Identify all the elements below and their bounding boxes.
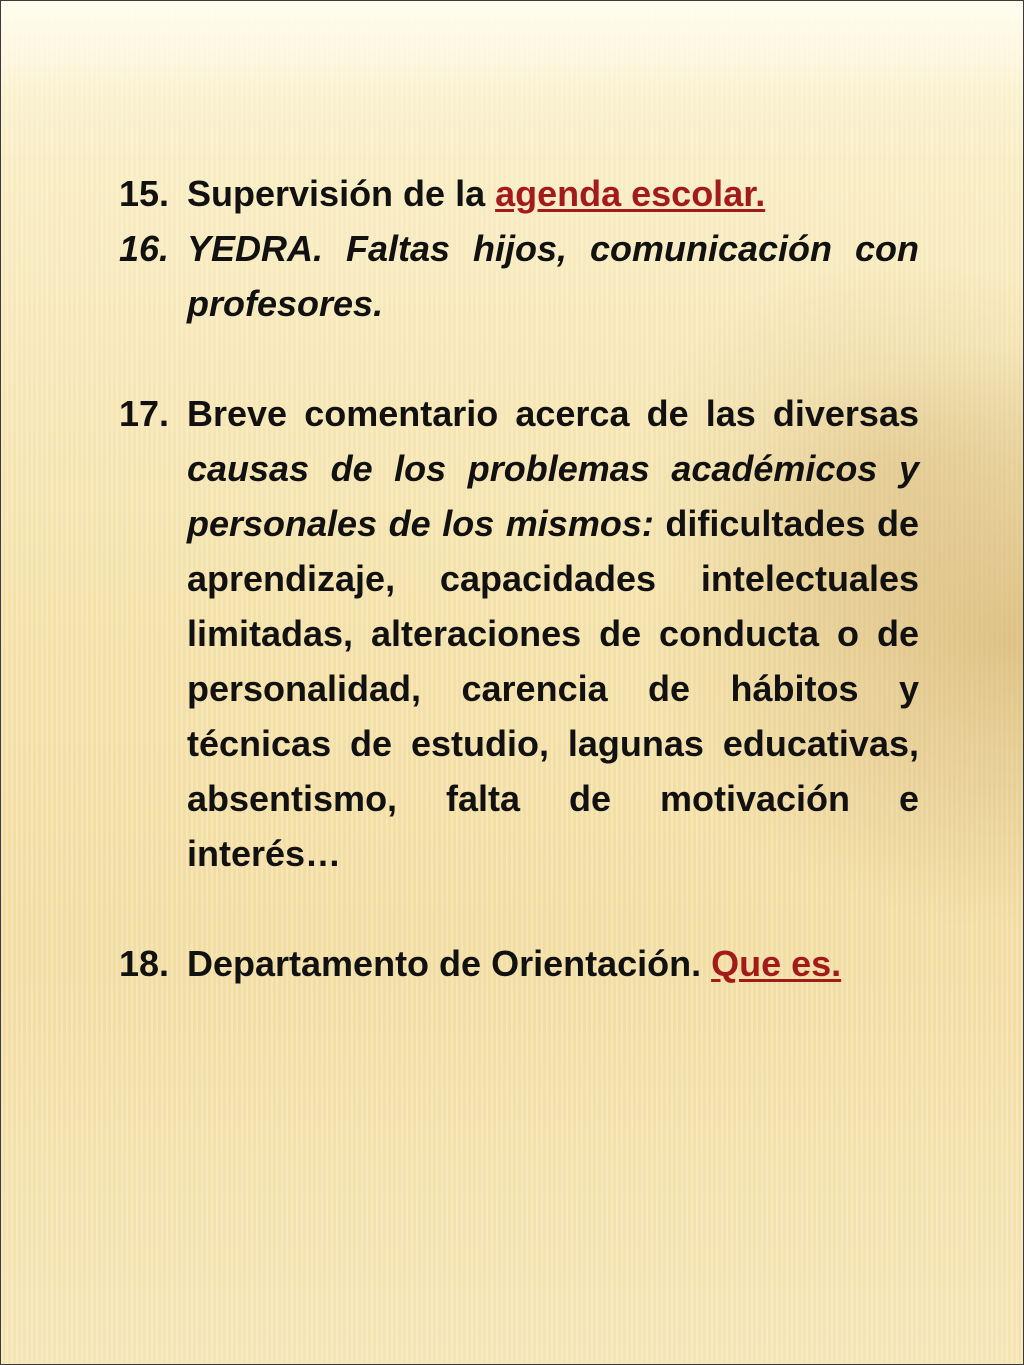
background-highlight (1, 1, 1023, 91)
list-number: 16. (119, 228, 170, 269)
spacer (119, 331, 919, 386)
list-number: 18. (119, 943, 170, 984)
item-17-text-end: dificultades de aprendizaje, capacidades intelectuales limitadas, alteraciones de conducta o de personalidad, carencia de hábitos y técnicas de estudio, lagunas educativas, absentismo, falta de motivación e interés… (187, 503, 919, 874)
list-item-text (187, 166, 919, 221)
list-item-17 (119, 386, 919, 881)
list-number: 15. (119, 173, 170, 214)
que-es-link[interactable]: Que es. (711, 943, 842, 984)
list-item-text (187, 386, 919, 881)
item-18-text: Departamento de Orientación. (187, 943, 712, 984)
item-15-text: Supervisión de la (187, 173, 496, 214)
list-item-16 (119, 221, 919, 331)
list-item-15 (119, 166, 919, 221)
numbered-list (119, 166, 919, 991)
list-item-text (187, 936, 919, 991)
item-17-text-italic: causas de los problemas académicos y personales de los mismos: (187, 448, 919, 544)
item-17-text-start: Breve comentario acerca de las diversas (187, 393, 919, 434)
item-16-text: YEDRA. Faltas hijos, comunicación con profesores. (187, 228, 919, 324)
agenda-escolar-link[interactable]: agenda escolar. (495, 173, 766, 214)
spacer (119, 881, 919, 936)
list-item-18 (119, 936, 919, 991)
list-number: 17. (119, 393, 170, 434)
